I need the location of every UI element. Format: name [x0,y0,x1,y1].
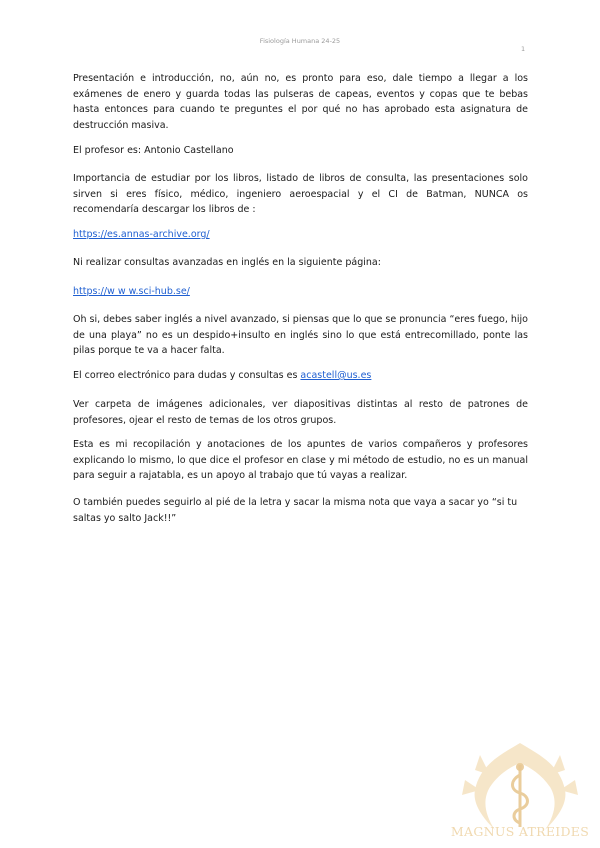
folder-paragraph: Ver carpeta de imágenes adicionales, ver diapositivas distintas al resto de patrones de profesores, ojear el resto de temas de los otros grupos. [73,399,528,426]
email-paragraph [73,368,528,384]
no-consultas-paragraph: Ni realizar consultas avanzadas en inglés en la siguiente página: [73,257,381,268]
compilation-paragraph: Esta es mi recopilación y anotaciones de los apuntes de varios compañeros y profesores explicando lo mismo, lo que dice el profesor en clase y mi método de estudio, no es un manual para seguir a rajatabla, es un apoyo al trabajo que tú vayas a realizar. [73,439,528,481]
email-prefix: El correo electrónico para dudas y consultas es [73,370,301,381]
english-paragraph: Oh si, debes saber inglés a nivel avanzado, si piensas que lo que se pronuncia “eres fuego, hijo de una playa” no es un despido+insulto en inglés sino lo que está entrecomillado, ponte las pilas porque te va a hacer falta. [73,314,528,356]
page-header: Fisiología Humana 24-25 [259,37,341,45]
scihub-link-paragraph [73,284,190,300]
page-number: 1 [521,45,526,53]
intro-paragraph: Presentación e introducción, no, aún no, es pronto para eso, dale tiempo a llegar a los exámenes de enero y guarda todas las pulseras de capeas, eventos y copas que te bebas hasta entonces para cuando te preguntes el por qué no has aprobado esta asignatura de destrucción masiva. [73,73,528,131]
professor-paragraph: El profesor es: Antonio Castellano [73,145,234,156]
closing-paragraph: O también puedes seguirlo al pié de la letra y sacar la misma nota que vaya a sacar yo “si tu saltas yo salto Jack!!” [73,497,518,524]
email-link[interactable]: acastell@us.es [300,370,372,381]
watermark-text: MAGNUS ATREIDES [450,824,590,839]
books-paragraph: Importancia de estudiar por los libros, listado de libros de consulta, las presentaciones solo sirven si eres físico, médico, ingeniero aeroespacial y el CI de Batman, NUNCA os recomendaría descargar los libros de : [73,173,528,215]
annas-archive-link-paragraph [73,227,210,243]
scihub-link[interactable]: https://w w w.sci-hub.se/ [73,286,190,297]
annas-archive-link[interactable]: https://es.annas-archive.org/ [73,229,210,240]
